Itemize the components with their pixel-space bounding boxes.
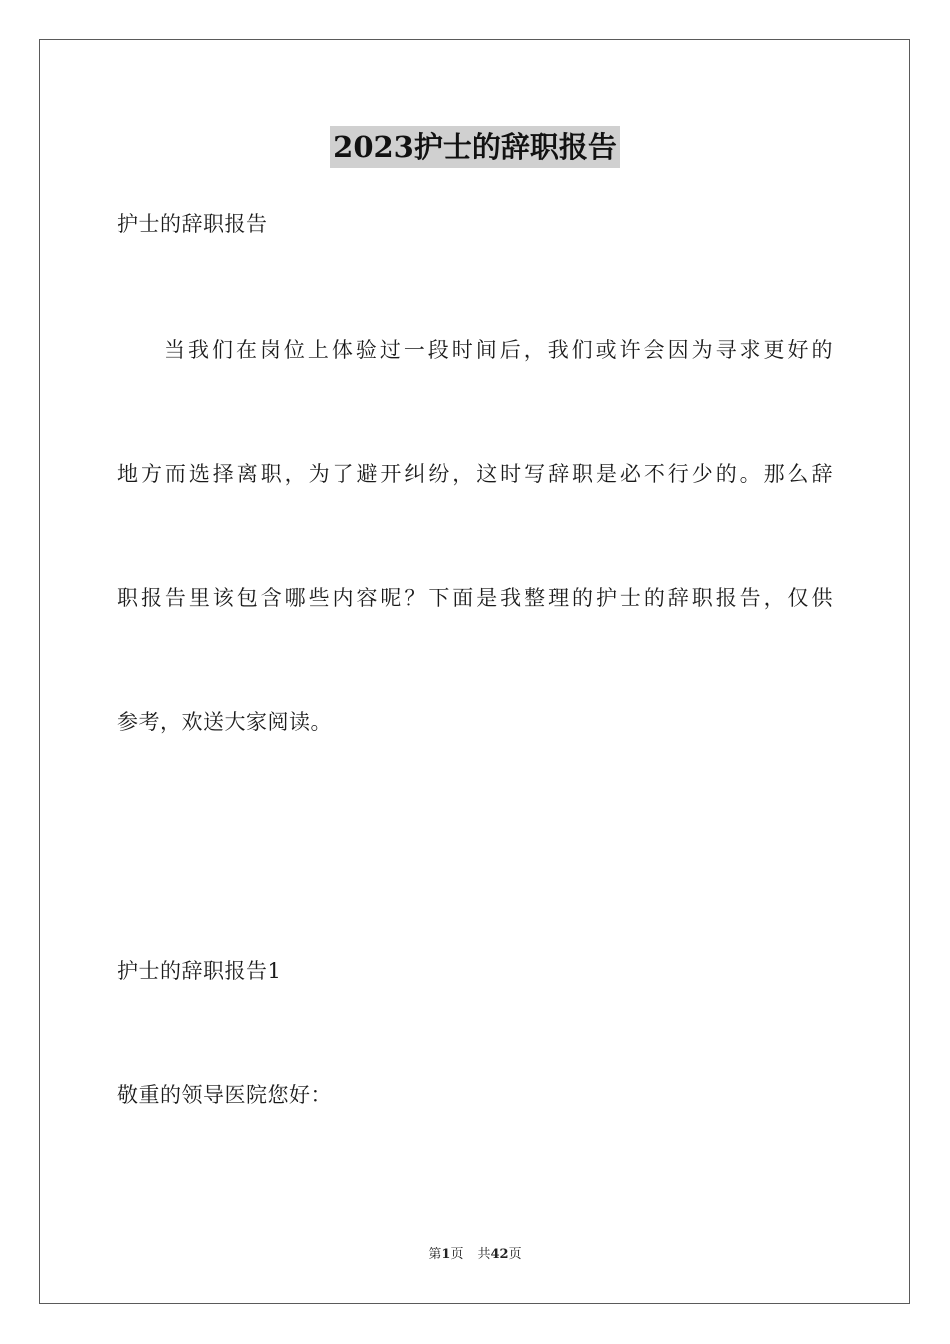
title-container — [0, 126, 950, 168]
document-subtitle: 护士的辞职报告 — [117, 212, 268, 236]
total-suffix: 页 — [508, 1247, 522, 1262]
intro-line-1: 当我们在岗位上体验过一段时间后，我们或许会因为寻求更好的 — [164, 338, 833, 362]
page-prefix: 第 — [428, 1247, 442, 1262]
total-prefix: 共 — [477, 1247, 491, 1262]
intro-line-2: 地方而选择离职，为了避开纠纷，这时写辞职是必不行少的。那么辞 — [117, 462, 833, 486]
page-number: 1 — [441, 1247, 451, 1262]
page-footer — [0, 1245, 950, 1265]
page-suffix: 页 — [450, 1247, 464, 1262]
intro-line-3: 职报告里该包含哪些内容呢？下面是我整理的护士的辞职报告，仅供 — [117, 586, 833, 610]
intro-line-4: 参考，欢送大家阅读。 — [117, 710, 332, 734]
document-title: 2023护士的辞职报告 — [330, 126, 620, 168]
section-heading: 护士的辞职报告1 — [117, 959, 282, 983]
total-pages: 42 — [490, 1247, 509, 1262]
salutation: 敬重的领导医院您好： — [117, 1083, 332, 1107]
